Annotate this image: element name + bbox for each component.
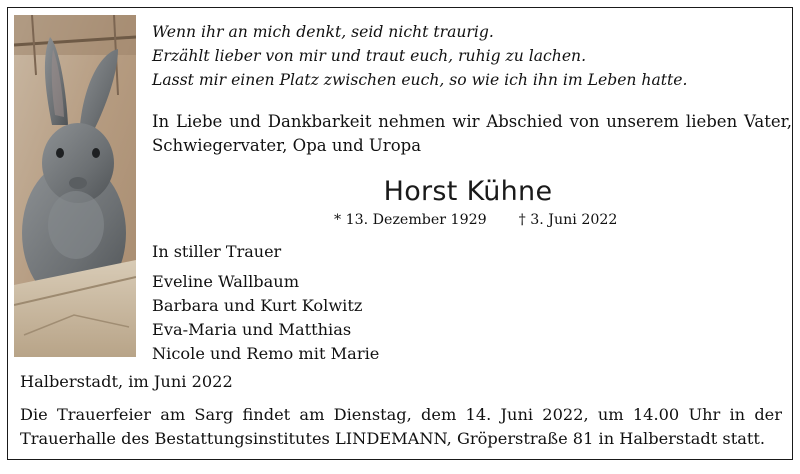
mourner-name: Nicole und Remo mit Marie <box>152 344 380 363</box>
deceased-name: Horst Kühne <box>383 176 553 207</box>
mourner-name: Eva-Maria und Matthias <box>152 320 352 339</box>
obituary-card <box>7 7 793 460</box>
poem <box>152 20 688 92</box>
mourner-name: Barbara und Kurt Kolwitz <box>152 296 363 315</box>
life-dates <box>334 212 617 228</box>
rabbit-photo <box>14 15 136 357</box>
intro-line: Schwiegervater, Opa und Uropa <box>152 136 422 155</box>
farewell-intro <box>152 110 792 158</box>
birth-date: * 13. Dezember 1929 <box>334 212 487 228</box>
place-date: Halberstadt, im Juni 2022 <box>20 372 233 391</box>
mourner-list <box>152 270 379 366</box>
funeral-notice <box>20 403 782 451</box>
notice-line: Trauerhalle des Bestattungsinstitutes LINDEMANN, Gröperstraße 81 in Halberstadt statt. <box>20 429 766 448</box>
poem-line: Lasst mir einen Platz zwischen euch, so wie ich ihn im Leben hatte. <box>152 71 688 89</box>
death-date: † 3. Juni 2022 <box>518 212 618 228</box>
poem-line: Erzählt lieber von mir und traut euch, ruhig zu lachen. <box>152 47 587 65</box>
mourner-name: Eveline Wallbaum <box>152 272 300 291</box>
notice-line: Die Trauerfeier am Sarg findet am Dienstag, dem 14. Juni 2022, um 14.00 Uhr in der <box>20 405 782 424</box>
poem-line: Wenn ihr an mich denkt, seid nicht traurig. <box>152 23 494 41</box>
intro-line: In Liebe und Dankbarkeit nehmen wir Abschied von unserem lieben Vater, <box>152 112 792 131</box>
mourning-heading: In stiller Trauer <box>152 242 282 261</box>
